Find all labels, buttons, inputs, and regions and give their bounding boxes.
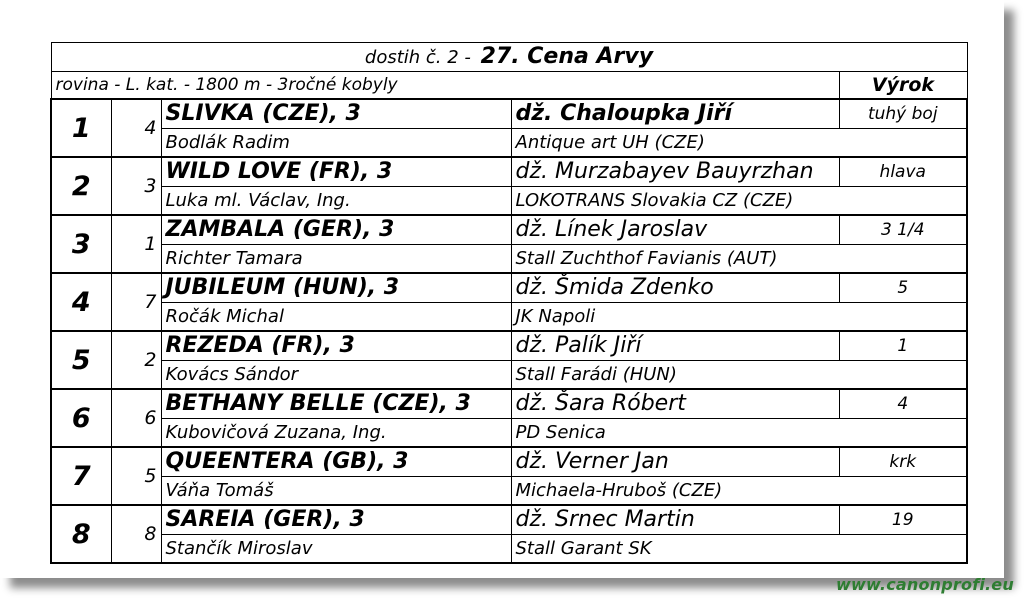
jockey-name: dž. Verner Jan xyxy=(511,447,839,477)
place-number: 7 xyxy=(51,447,111,505)
trainer-name: Ročák Michal xyxy=(161,303,511,332)
start-number: 2 xyxy=(111,331,161,389)
horse-name: ZAMBALA (GER), 3 xyxy=(161,215,511,245)
result-row-details xyxy=(51,245,967,274)
watermark: www.canonprofi.eu xyxy=(836,575,1014,594)
owner-name: Antique art UH (CZE) xyxy=(511,129,967,158)
owner-name: LOKOTRANS Slovakia CZ (CZE) xyxy=(511,187,967,216)
result-row-details xyxy=(51,129,967,158)
result-column-header: Výrok xyxy=(839,72,967,100)
jockey-name: dž. Šara Róbert xyxy=(511,389,839,419)
owner-name: JK Napoli xyxy=(511,303,967,332)
trainer-name: Bodlák Radim xyxy=(161,129,511,158)
finish-margin: 4 xyxy=(839,389,967,419)
race-results-table xyxy=(50,42,968,564)
result-row xyxy=(51,215,967,245)
finish-margin: krk xyxy=(839,447,967,477)
result-row-details xyxy=(51,303,967,332)
result-row-details xyxy=(51,419,967,448)
trainer-name: Kovács Sándor xyxy=(161,361,511,390)
race-title-cell xyxy=(51,43,967,72)
finish-margin: 5 xyxy=(839,273,967,303)
start-number: 5 xyxy=(111,447,161,505)
finish-margin: 3 1/4 xyxy=(839,215,967,245)
result-row-details xyxy=(51,361,967,390)
place-number: 6 xyxy=(51,389,111,447)
race-conditions: rovina - L. kat. - 1800 m - 3ročné kobyly xyxy=(51,72,839,100)
result-row xyxy=(51,505,967,535)
owner-name: Stall Garant SK xyxy=(511,535,967,564)
jockey-name: dž. Murzabayev Bauyrzhan xyxy=(511,157,839,187)
place-number: 2 xyxy=(51,157,111,215)
trainer-name: Richter Tamara xyxy=(161,245,511,274)
jockey-name: dž. Línek Jaroslav xyxy=(511,215,839,245)
jockey-name: dž. Palík Jiří xyxy=(511,331,839,361)
finish-margin: tuhý boj xyxy=(839,99,967,129)
start-number: 8 xyxy=(111,505,161,563)
trainer-name: Luka ml. Václav, Ing. xyxy=(161,187,511,216)
race-name: 27. Cena Arvy xyxy=(480,44,654,69)
trainer-name: Kubovičová Zuzana, Ing. xyxy=(161,419,511,448)
horse-name: SAREIA (GER), 3 xyxy=(161,505,511,535)
place-number: 1 xyxy=(51,99,111,157)
owner-name: PD Senica xyxy=(511,419,967,448)
result-row xyxy=(51,447,967,477)
result-row xyxy=(51,331,967,361)
finish-margin: 19 xyxy=(839,505,967,535)
place-number: 3 xyxy=(51,215,111,273)
result-row-details xyxy=(51,187,967,216)
horse-name: QUEENTERA (GB), 3 xyxy=(161,447,511,477)
horse-name: WILD LOVE (FR), 3 xyxy=(161,157,511,187)
jockey-name: dž. Šmida Zdenko xyxy=(511,273,839,303)
place-number: 4 xyxy=(51,273,111,331)
race-number-prefix: dostih č. 2 - xyxy=(364,47,471,68)
race-conditions-row xyxy=(51,72,967,100)
trainer-name: Stančík Miroslav xyxy=(161,535,511,564)
start-number: 1 xyxy=(111,215,161,273)
result-row xyxy=(51,99,967,129)
start-number: 7 xyxy=(111,273,161,331)
horse-name: JUBILEUM (HUN), 3 xyxy=(161,273,511,303)
jockey-name: dž. Srnec Martin xyxy=(511,505,839,535)
race-title-row xyxy=(51,43,967,72)
horse-name: SLIVKA (CZE), 3 xyxy=(161,99,511,129)
result-row-details xyxy=(51,477,967,506)
start-number: 4 xyxy=(111,99,161,157)
horse-name: REZEDA (FR), 3 xyxy=(161,331,511,361)
place-number: 8 xyxy=(51,505,111,563)
finish-margin: 1 xyxy=(839,331,967,361)
owner-name: Michaela-Hruboš (CZE) xyxy=(511,477,967,506)
trainer-name: Váňa Tomáš xyxy=(161,477,511,506)
result-row xyxy=(51,273,967,303)
result-row-details xyxy=(51,535,967,564)
start-number: 6 xyxy=(111,389,161,447)
jockey-name: dž. Chaloupka Jiří xyxy=(511,99,839,129)
place-number: 5 xyxy=(51,331,111,389)
result-row xyxy=(51,389,967,419)
start-number: 3 xyxy=(111,157,161,215)
horse-name: BETHANY BELLE (CZE), 3 xyxy=(161,389,511,419)
result-row xyxy=(51,157,967,187)
owner-name: Stall Zuchthof Favianis (AUT) xyxy=(511,245,967,274)
owner-name: Stall Farádi (HUN) xyxy=(511,361,967,390)
finish-margin: hlava xyxy=(839,157,967,187)
